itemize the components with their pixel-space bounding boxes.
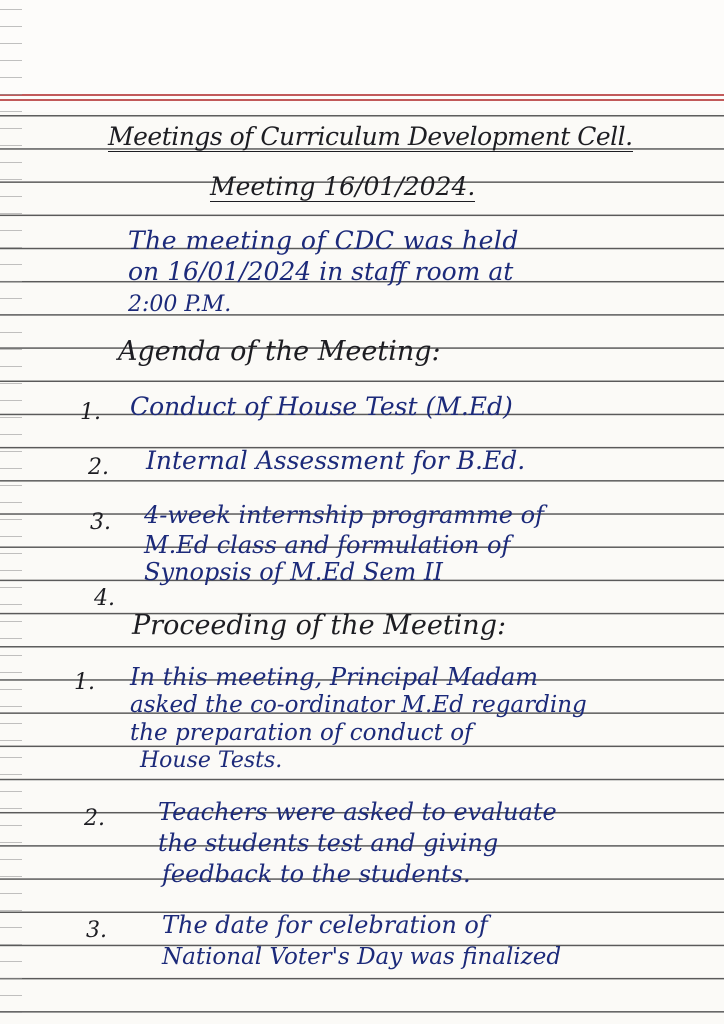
proceeding-number: 2. bbox=[84, 806, 105, 831]
intro-line: on 16/01/2024 in staff room at bbox=[128, 257, 514, 286]
agenda-number: 1. bbox=[80, 400, 101, 425]
meeting-date: Meeting 16/01/2024. bbox=[210, 172, 476, 201]
agenda-item-text: Synopsis of M.Ed Sem II bbox=[144, 558, 443, 586]
red-margin-line bbox=[0, 99, 724, 101]
agenda-number: 2. bbox=[88, 455, 109, 480]
page-title: Meetings of Curriculum Development Cell. bbox=[108, 122, 633, 151]
agenda-item-text: Conduct of House Test (M.Ed) bbox=[130, 392, 513, 421]
proceeding-text: the preparation of conduct of bbox=[130, 720, 473, 746]
proceeding-text: Teachers were asked to evaluate bbox=[158, 798, 557, 826]
proceeding-text: National Voter's Day was finalized bbox=[162, 944, 562, 970]
proceeding-number: 3. bbox=[86, 918, 107, 943]
proceeding-number: 1. bbox=[74, 670, 95, 695]
intro-line: 2:00 P.M. bbox=[128, 292, 232, 317]
agenda-number: 4. bbox=[94, 586, 115, 611]
binding-holes bbox=[0, 0, 22, 1024]
proceeding-heading: Proceeding of the Meeting: bbox=[132, 610, 507, 641]
intro-line: The meeting of CDC was held bbox=[128, 226, 519, 255]
agenda-item-text: 4-week internship programme of bbox=[144, 501, 544, 529]
proceeding-text: feedback to the students. bbox=[162, 860, 471, 888]
agenda-item-text: M.Ed class and formulation of bbox=[144, 531, 511, 559]
agenda-number: 3. bbox=[90, 510, 111, 535]
proceeding-text: In this meeting, Principal Madam bbox=[130, 663, 539, 691]
proceeding-text: the students test and giving bbox=[158, 829, 499, 857]
agenda-heading: Agenda of the Meeting: bbox=[118, 336, 441, 367]
proceeding-text: asked the co-ordinator M.Ed regarding bbox=[130, 692, 587, 718]
proceeding-text: The date for celebration of bbox=[162, 911, 488, 939]
red-margin-line bbox=[0, 94, 724, 96]
agenda-item-text: Internal Assessment for B.Ed. bbox=[146, 446, 526, 475]
proceeding-text: House Tests. bbox=[140, 748, 283, 773]
